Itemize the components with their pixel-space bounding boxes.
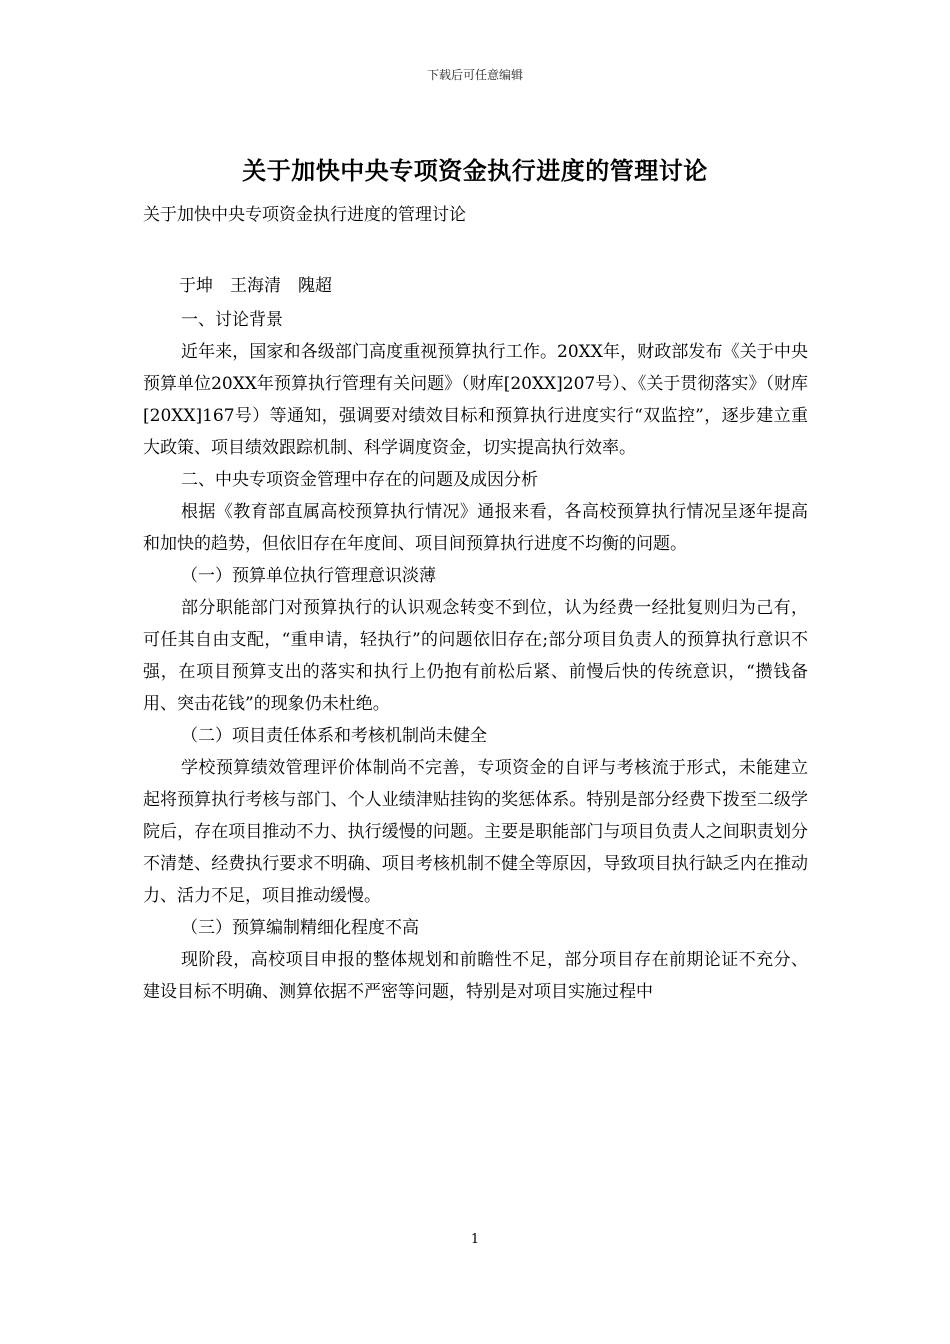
subsection-heading: （三）预算编制精细化程度不高 — [181, 918, 419, 938]
page-number: 1 — [470, 1232, 480, 1247]
section-heading: 二、中央专项资金管理中存在的问题及成因分析 — [181, 470, 538, 490]
document-title: 关于加快中央专项资金执行进度的管理讨论 — [242, 156, 708, 185]
page-header: 下载后可任意编辑 — [426, 68, 523, 82]
paragraph: 根据《教育部直属高校预算执行情况》通报来看，各高校预算执行情况呈逐年提高和加快的趋势，但依旧存在年度间、项目间预算执行进度不均衡的问题。 — [143, 502, 808, 554]
document-subtitle: 关于加快中央专项资金执行进度的管理讨论 — [143, 205, 466, 225]
section-heading: 一、讨论背景 — [181, 310, 283, 330]
paragraph: 近年来，国家和各级部门高度重视预算执行工作。20XX年，财政部发布《关于中央预算单位20XX年预算执行管理有关问题》（财库[20XX]207号）、《关于贯彻落实》（财库[20XX]167号）等通知，强调要对绩效目标和预算执行进度实行“双监控”，逐步建立重大政策、项目绩效跟踪机制、科学调度资金，切实提高执行效率。 — [143, 342, 808, 458]
subsection-heading: （一）预算单位执行管理意识淡薄 — [181, 566, 436, 586]
subsection-heading: （二）项目责任体系和考核机制尚未健全 — [181, 726, 487, 746]
document-body — [143, 270, 808, 1008]
paragraph: 现阶段，高校项目申报的整体规划和前瞻性不足，部分项目存在前期论证不充分、建设目标不明确、测算依据不严密等问题，特别是对项目实施过程中 — [143, 950, 808, 1002]
paragraph: 学校预算绩效管理评价体制尚不完善，专项资金的自评与考核流于形式，未能建立起将预算执行考核与部门、个人业绩津贴挂钩的奖惩体系。特别是部分经费下拨至二级学院后，存在项目推动不力、执行缓慢的问题。主要是职能部门与项目负责人之间职责划分不清楚、经费执行要求不明确、项目考核机制不健全等原因，导致项目执行缺乏内在推动力、活力不足，项目推动缓慢。 — [143, 758, 808, 906]
authors: 于坤 王海清 隗超 — [179, 276, 332, 296]
paragraph: 部分职能部门对预算执行的认识观念转变不到位，认为经费一经批复则归为己有，可任其自由支配，“重申请，轻执行”的问题依旧存在;部分项目负责人的预算执行意识不强，在项目预算支出的落实和执行上仍抱有前松后紧、前慢后快的传统意识，“攒钱备用、突击花钱”的现象仍未杜绝。 — [143, 598, 808, 714]
